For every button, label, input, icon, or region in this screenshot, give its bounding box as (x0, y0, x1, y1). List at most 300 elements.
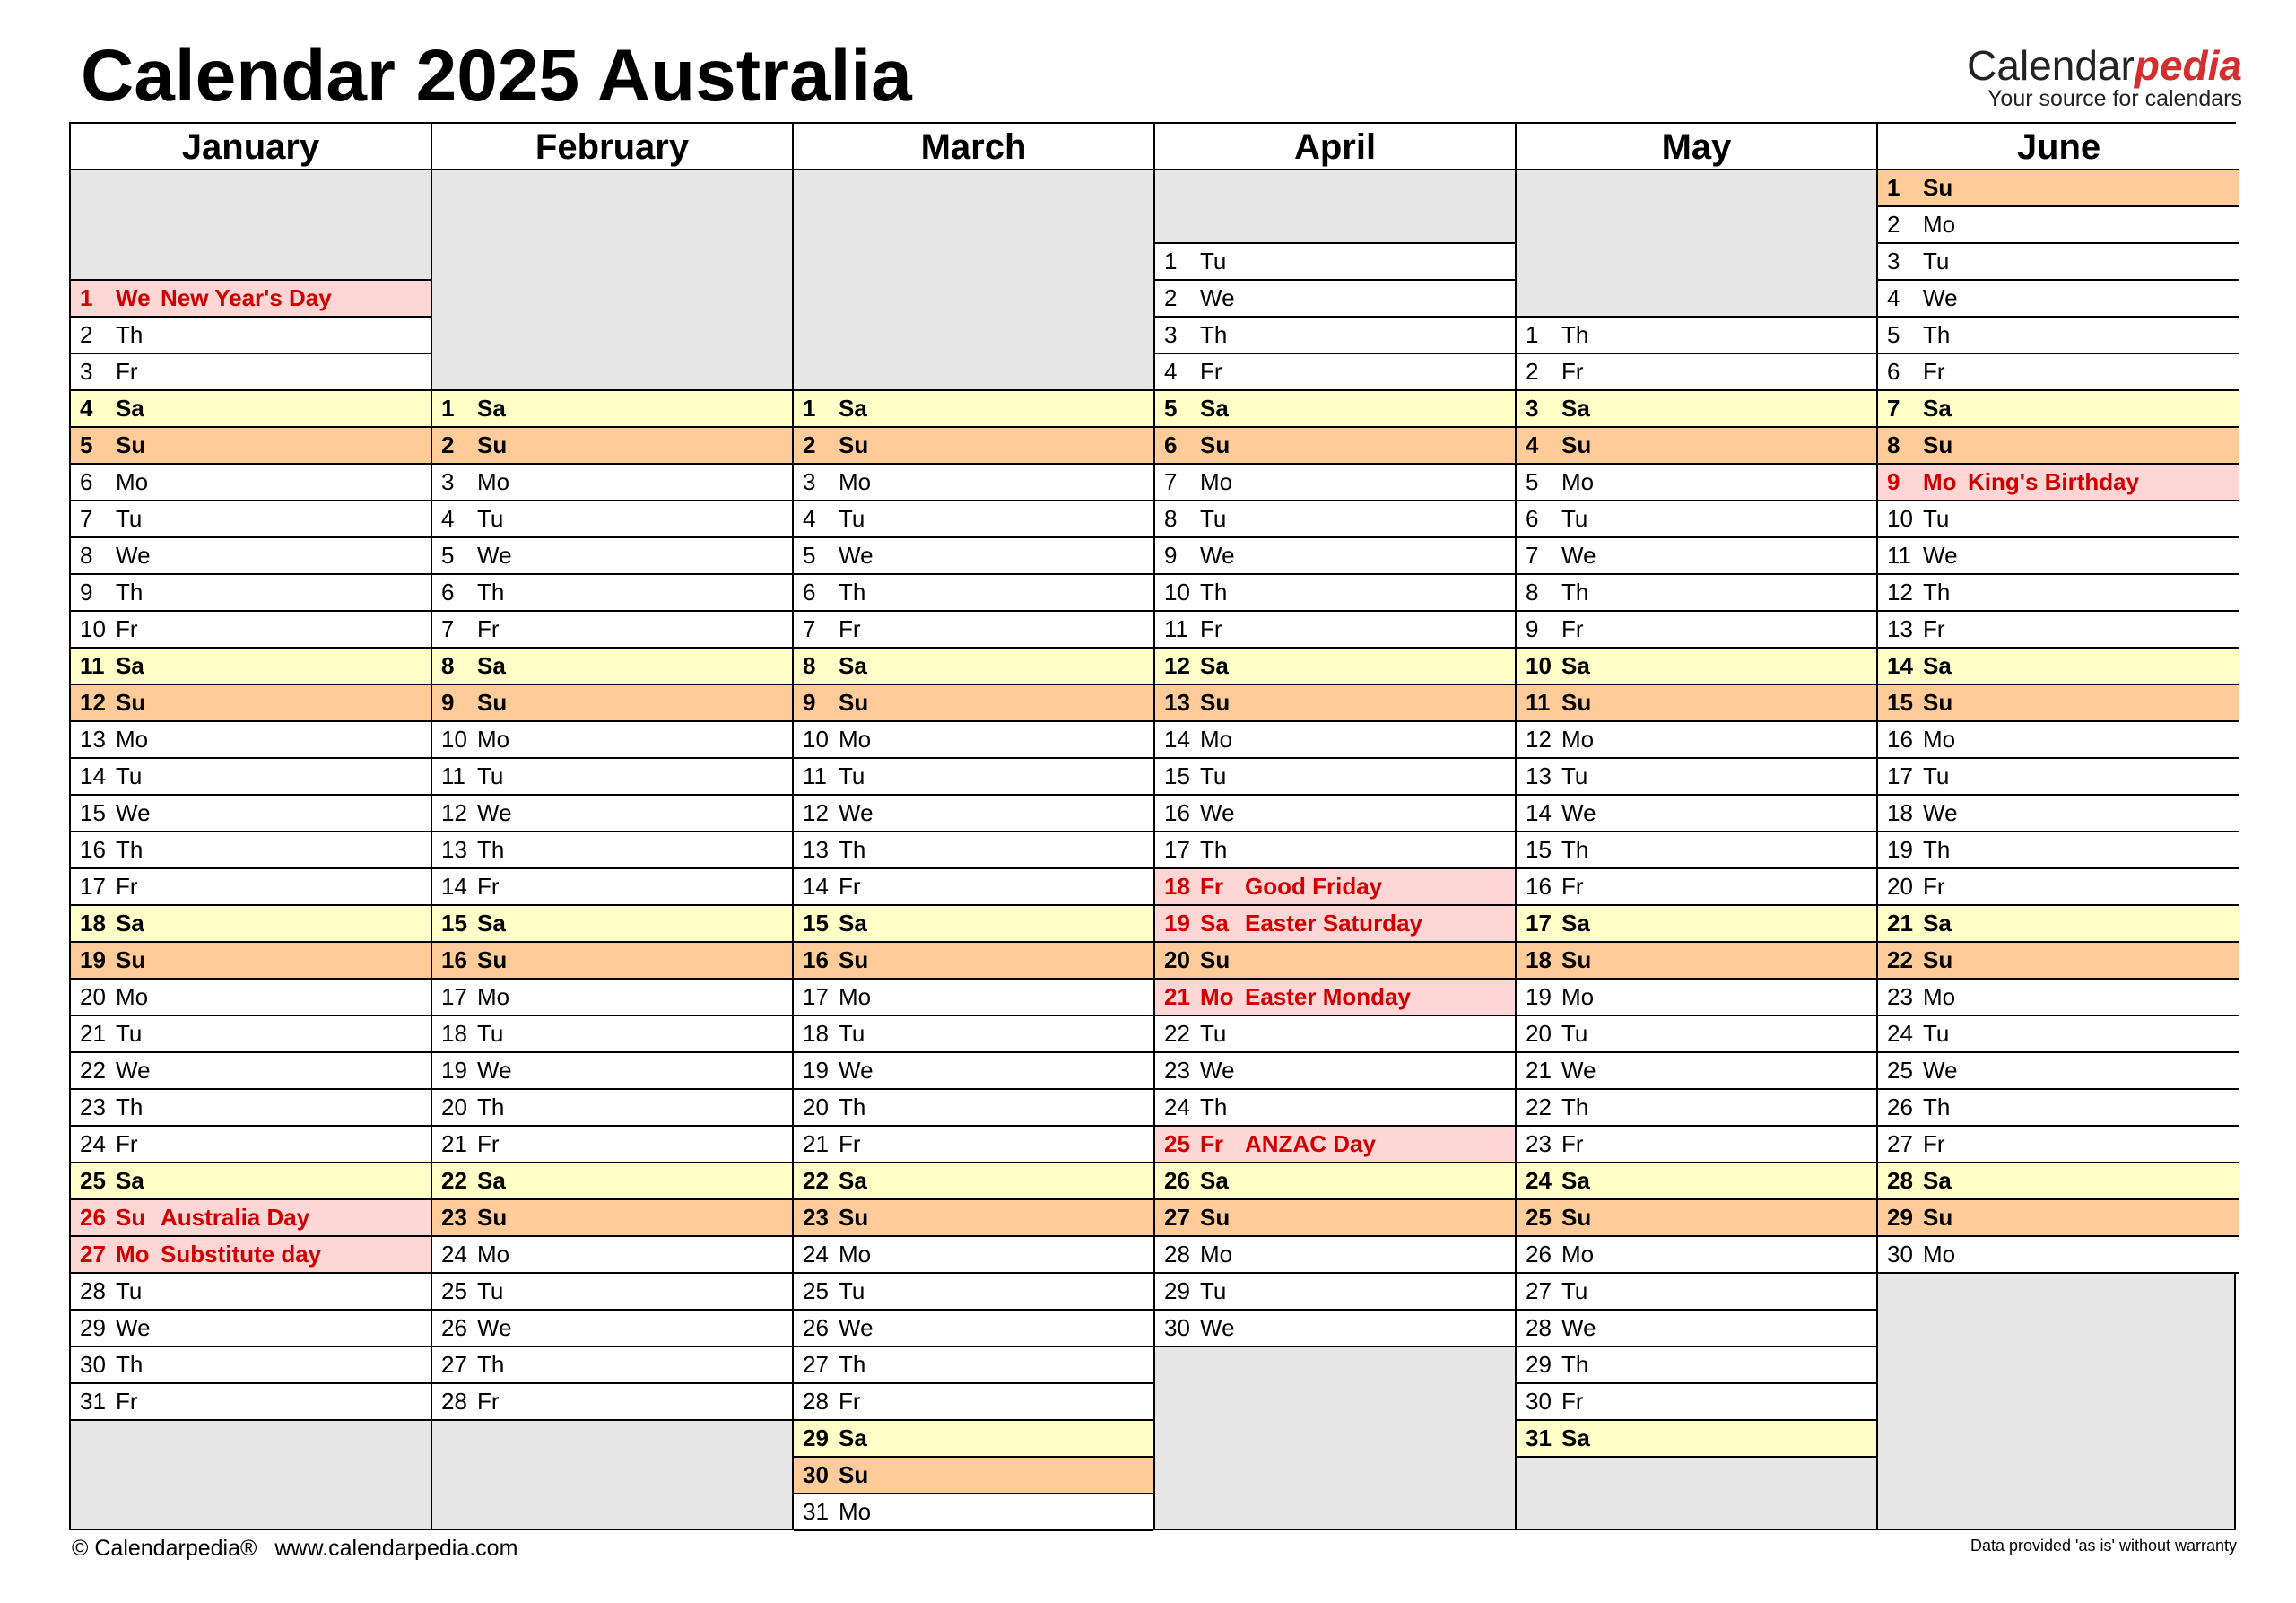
day-number: 10 (441, 726, 467, 753)
day-number: 14 (1164, 726, 1190, 753)
day-number: 11 (1164, 615, 1188, 642)
day-number: 31 (1526, 1424, 1552, 1451)
day-number: 14 (803, 873, 829, 900)
day-row (794, 1235, 1153, 1272)
weekday-label: Su (839, 689, 869, 716)
logo-main-text: Calendar (1967, 42, 2135, 89)
day-number: 1 (1526, 321, 1539, 348)
day-number: 8 (803, 652, 816, 679)
day-row (432, 389, 792, 426)
weekday-label: Fr (116, 358, 138, 385)
day-row (71, 463, 430, 500)
day-row (1155, 647, 1515, 684)
weekday-label: Th (1200, 1093, 1228, 1120)
day-row (432, 1309, 792, 1346)
weekday-label: Mo (1200, 726, 1233, 753)
day-row (432, 426, 792, 463)
day-row (1517, 1051, 1876, 1088)
holiday-name: Good Friday (1245, 873, 1383, 900)
day-number: 9 (1164, 542, 1178, 569)
day-number: 5 (1164, 395, 1178, 422)
weekday-label: Tu (1923, 505, 1950, 532)
day-number: 28 (803, 1388, 829, 1415)
day-row (1155, 794, 1515, 831)
day-number: 20 (80, 983, 106, 1010)
weekday-label: Th (1561, 579, 1589, 605)
weekday-label: Mo (1561, 983, 1595, 1010)
day-number: 21 (803, 1130, 829, 1157)
weekday-label: Th (477, 579, 505, 605)
weekday-label: Mo (1561, 468, 1595, 495)
day-row (1878, 536, 2239, 573)
day-row (1517, 1382, 1876, 1419)
day-number: 18 (1526, 946, 1552, 973)
holiday-row (1155, 904, 1515, 941)
weekday-label: Fr (1561, 873, 1584, 900)
weekday-label: Th (116, 1093, 144, 1120)
weekday-label: Fr (1200, 358, 1222, 385)
weekday-label: Mo (1923, 726, 1956, 753)
weekday-label: We (477, 1057, 512, 1084)
weekday-label: Sa (1561, 910, 1590, 937)
day-number: 23 (1164, 1057, 1190, 1084)
day-row (1517, 757, 1876, 794)
day-number: 19 (441, 1057, 467, 1084)
weekday-label: Su (116, 946, 146, 973)
day-row (1517, 1309, 1876, 1346)
weekday-label: Su (477, 946, 508, 973)
day-row (1878, 941, 2239, 978)
day-row (794, 1456, 1153, 1493)
holiday-name: Easter Monday (1245, 983, 1411, 1010)
weekday-label: Su (1561, 1204, 1592, 1231)
weekday-label: Sa (1923, 910, 1952, 937)
weekday-label: Mo (1561, 1241, 1595, 1268)
weekday-label: Th (1200, 836, 1228, 863)
month-column-january (71, 124, 432, 1529)
day-number: 19 (1164, 910, 1190, 937)
day-row (1155, 941, 1515, 978)
day-number: 22 (1887, 946, 1913, 973)
weekday-label: Tu (1200, 762, 1227, 789)
weekday-label: Su (1200, 1204, 1231, 1231)
day-number: 2 (803, 431, 816, 458)
day-number: 24 (1526, 1167, 1552, 1194)
day-number: 26 (1526, 1241, 1552, 1268)
weekday-label: We (1200, 542, 1235, 569)
day-row (794, 1198, 1153, 1235)
day-number: 15 (803, 910, 829, 937)
day-number: 26 (441, 1314, 467, 1341)
day-number: 22 (80, 1057, 106, 1084)
day-number: 11 (80, 652, 105, 679)
day-number: 12 (1164, 652, 1190, 679)
day-number: 20 (1164, 946, 1190, 973)
weekday-label: Fr (839, 873, 861, 900)
day-row (1878, 978, 2239, 1015)
day-number: 25 (1887, 1057, 1913, 1084)
weekday-label: Mo (1923, 983, 1956, 1010)
day-row (794, 1419, 1153, 1456)
weekday-label: Su (1561, 946, 1592, 973)
day-number: 2 (1164, 284, 1178, 311)
day-row (71, 536, 430, 573)
weekday-label: Mo (116, 983, 149, 1010)
day-number: 13 (441, 836, 467, 863)
day-row (432, 1346, 792, 1382)
day-row (432, 1198, 792, 1235)
day-row (1878, 794, 2239, 831)
day-number: 29 (80, 1314, 106, 1341)
day-number: 2 (1887, 211, 1900, 238)
weekday-label: Su (1923, 689, 1953, 716)
weekday-label: Su (477, 689, 508, 716)
day-row (1155, 1198, 1515, 1235)
weekday-label: Su (1200, 946, 1231, 973)
weekday-label: Su (1561, 689, 1592, 716)
weekday-label: Sa (839, 652, 867, 679)
day-number: 15 (441, 910, 467, 937)
day-row (1517, 684, 1876, 720)
weekday-label: Tu (1923, 248, 1950, 274)
day-number: 14 (441, 873, 467, 900)
day-row (71, 647, 430, 684)
weekday-label: Mo (116, 726, 149, 753)
day-number: 6 (1526, 505, 1539, 532)
day-number: 25 (803, 1277, 829, 1304)
day-number: 30 (803, 1461, 829, 1488)
day-row (432, 1235, 792, 1272)
day-row (1155, 536, 1515, 573)
weekday-label: Su (1923, 1204, 1953, 1231)
weekday-label: Fr (1923, 873, 1945, 900)
day-number: 22 (441, 1167, 467, 1194)
weekday-label: Fr (116, 873, 138, 900)
day-number: 2 (441, 431, 455, 458)
day-row (432, 647, 792, 684)
day-row (432, 463, 792, 500)
weekday-label: Tu (116, 762, 143, 789)
weekday-label: Mo (1200, 983, 1234, 1010)
day-number: 9 (1887, 468, 1900, 495)
weekday-label: We (839, 1314, 874, 1341)
day-row (1517, 794, 1876, 831)
weekday-label: Tu (116, 1020, 143, 1047)
weekday-label: Fr (1923, 1130, 1945, 1157)
calendarpedia-logo[interactable] (1967, 42, 2242, 111)
day-row (71, 978, 430, 1015)
day-row (794, 426, 1153, 463)
day-number: 17 (441, 983, 467, 1010)
holiday-name: New Year's Day (161, 284, 332, 311)
day-row (432, 573, 792, 610)
weekday-label: Sa (839, 910, 867, 937)
weekday-label: Sa (1561, 395, 1590, 422)
weekday-label: Tu (1561, 1277, 1588, 1304)
month-column-march (794, 124, 1155, 1529)
weekday-label: Mo (1923, 468, 1957, 495)
day-number: 23 (80, 1093, 106, 1120)
day-row (1155, 720, 1515, 757)
month-header: April (1155, 124, 1515, 170)
weekday-label: Su (116, 1204, 146, 1231)
day-number: 13 (1887, 615, 1913, 642)
weekday-label: Fr (1200, 873, 1223, 900)
weekday-label: We (1923, 799, 1958, 826)
weekday-label: Sa (1200, 395, 1229, 422)
weekday-label: Tu (839, 762, 865, 789)
day-number: 10 (1526, 652, 1552, 679)
day-number: 6 (1887, 358, 1900, 385)
day-number: 11 (441, 762, 465, 789)
day-row (432, 978, 792, 1015)
day-row (1878, 316, 2239, 353)
day-row (794, 500, 1153, 536)
day-number: 5 (1887, 321, 1900, 348)
weekday-label: We (116, 542, 151, 569)
day-row (1517, 720, 1876, 757)
day-number: 23 (1526, 1130, 1552, 1157)
day-row (71, 720, 430, 757)
weekday-label: Tu (1923, 1020, 1950, 1047)
day-row (1878, 1015, 2239, 1051)
weekday-label: Sa (1923, 652, 1952, 679)
day-number: 13 (1526, 762, 1552, 789)
day-row (432, 1015, 792, 1051)
day-row (432, 757, 792, 794)
weekday-label: Tu (1200, 1277, 1227, 1304)
day-row (1155, 426, 1515, 463)
holiday-name: Easter Saturday (1245, 910, 1422, 937)
weekday-label: Tu (1200, 505, 1227, 532)
day-number: 18 (803, 1020, 829, 1047)
weekday-label: Mo (477, 726, 510, 753)
day-row (1517, 1198, 1876, 1235)
day-number: 27 (803, 1351, 829, 1378)
day-row (71, 1309, 430, 1346)
day-row (794, 573, 1153, 610)
day-number: 12 (441, 799, 467, 826)
weekday-label: Tu (839, 1277, 865, 1304)
day-number: 21 (1164, 983, 1190, 1010)
day-row (794, 1162, 1153, 1198)
day-row (432, 831, 792, 867)
day-number: 3 (1526, 395, 1539, 422)
weekday-label: Tu (477, 762, 504, 789)
weekday-label: Su (116, 689, 146, 716)
day-row (71, 1162, 430, 1198)
day-row (432, 1125, 792, 1162)
weekday-label: Sa (1561, 652, 1590, 679)
day-number: 30 (1526, 1388, 1552, 1415)
month-column-april (1155, 124, 1517, 1529)
day-number: 2 (80, 321, 93, 348)
day-row (1878, 169, 2239, 205)
day-number: 29 (803, 1424, 829, 1451)
weekday-label: Tu (477, 1277, 504, 1304)
day-number: 1 (1164, 248, 1178, 274)
day-row (794, 1382, 1153, 1419)
weekday-label: We (1923, 542, 1958, 569)
day-row (794, 1309, 1153, 1346)
day-number: 20 (1887, 873, 1913, 900)
day-row (1155, 573, 1515, 610)
day-row (1517, 573, 1876, 610)
day-number: 9 (1526, 615, 1539, 642)
weekday-label: Mo (1561, 726, 1595, 753)
day-number: 28 (1526, 1314, 1552, 1341)
day-row (1878, 1088, 2239, 1125)
weekday-label: We (116, 1314, 151, 1341)
day-number: 3 (803, 468, 816, 495)
day-row (1155, 1235, 1515, 1272)
day-row (1155, 1015, 1515, 1051)
day-number: 13 (1164, 689, 1190, 716)
day-row (794, 647, 1153, 684)
day-number: 3 (1887, 248, 1900, 274)
day-number: 7 (80, 505, 93, 532)
day-row (1878, 1235, 2239, 1274)
day-number: 1 (1887, 174, 1900, 201)
weekday-label: Th (1561, 1093, 1589, 1120)
holiday-row (1155, 867, 1515, 904)
weekday-label: We (1923, 1057, 1958, 1084)
weekday-label: Fr (477, 873, 500, 900)
day-row (794, 867, 1153, 904)
weekday-label: Sa (1200, 910, 1229, 937)
weekday-label: Su (1200, 689, 1231, 716)
day-row (432, 500, 792, 536)
day-number: 30 (1887, 1241, 1913, 1268)
weekday-label: We (477, 799, 512, 826)
weekday-label: Sa (839, 1424, 867, 1451)
weekday-label: Th (477, 1093, 505, 1120)
day-row (794, 831, 1153, 867)
weekday-label: Sa (1923, 395, 1952, 422)
day-number: 24 (1164, 1093, 1190, 1120)
holiday-row (1155, 1125, 1515, 1162)
day-number: 6 (803, 579, 816, 605)
weekday-label: Th (1561, 321, 1589, 348)
day-row (71, 1088, 430, 1125)
weekday-label: Su (1561, 431, 1592, 458)
day-row (1878, 279, 2239, 316)
day-row (71, 1125, 430, 1162)
weekday-label: Fr (1561, 615, 1584, 642)
weekday-label: Th (1923, 836, 1951, 863)
day-number: 29 (1526, 1351, 1552, 1378)
day-number: 6 (80, 468, 93, 495)
day-row (71, 794, 430, 831)
day-number: 18 (80, 910, 106, 937)
day-number: 15 (1526, 836, 1552, 863)
weekday-label: We (1561, 799, 1596, 826)
day-number: 9 (80, 579, 93, 605)
day-row (1878, 389, 2239, 426)
weekday-label: We (1561, 1314, 1596, 1341)
day-number: 21 (441, 1130, 467, 1157)
day-row (71, 573, 430, 610)
month-column-june (1878, 124, 2239, 1529)
weekday-label: Sa (1561, 1424, 1590, 1451)
day-number: 23 (441, 1204, 467, 1231)
day-row (794, 794, 1153, 831)
day-number: 3 (441, 468, 455, 495)
weekday-label: Tu (1923, 762, 1950, 789)
day-number: 13 (803, 836, 829, 863)
day-number: 25 (1164, 1130, 1190, 1157)
weekday-label: Mo (477, 468, 510, 495)
weekday-label: Fr (116, 1130, 138, 1157)
day-number: 31 (80, 1388, 106, 1415)
day-number: 24 (80, 1130, 106, 1157)
day-row (1155, 279, 1515, 316)
day-row (71, 426, 430, 463)
day-number: 12 (1526, 726, 1552, 753)
day-number: 1 (803, 395, 816, 422)
weekday-label: We (477, 1314, 512, 1341)
day-number: 17 (803, 983, 829, 1010)
day-row (794, 1272, 1153, 1309)
day-number: 28 (80, 1277, 106, 1304)
weekday-label: Su (477, 431, 508, 458)
day-number: 12 (80, 689, 106, 716)
day-row (794, 536, 1153, 573)
weekday-label: Th (1923, 321, 1951, 348)
day-row (432, 610, 792, 647)
weekday-label: Sa (116, 1167, 144, 1194)
day-row (1878, 500, 2239, 536)
day-number: 20 (803, 1093, 829, 1120)
weekday-label: Tu (116, 505, 143, 532)
day-number: 6 (441, 579, 455, 605)
footer-url-link[interactable]: www.calendarpedia.com (274, 1536, 518, 1561)
weekday-label: Sa (839, 1167, 867, 1194)
day-row (1878, 205, 2239, 242)
day-number: 7 (1164, 468, 1178, 495)
month-header: March (794, 124, 1153, 170)
day-number: 5 (803, 542, 816, 569)
weekday-label: Tu (1200, 248, 1227, 274)
day-number: 24 (1887, 1020, 1913, 1047)
weekday-label: We (839, 799, 874, 826)
weekday-label: Mo (1923, 1241, 1956, 1268)
day-row (1878, 353, 2239, 389)
day-row (1517, 389, 1876, 426)
holiday-name: King's Birthday (1968, 468, 2140, 495)
day-number: 3 (80, 358, 93, 385)
day-row (1878, 1051, 2239, 1088)
day-row (1155, 1051, 1515, 1088)
weekday-label: Th (116, 1351, 144, 1378)
day-row (1155, 1272, 1515, 1309)
weekday-label: Tu (1561, 505, 1588, 532)
day-row (71, 1272, 430, 1309)
weekday-label: Mo (1923, 211, 1956, 238)
weekday-label: Mo (839, 1498, 872, 1525)
day-row (1517, 353, 1876, 389)
weekday-label: Tu (477, 505, 504, 532)
logo-accent-text: pedia (2134, 42, 2242, 89)
weekday-label: Fr (1923, 358, 1945, 385)
weekday-label: Fr (477, 615, 500, 642)
day-number: 27 (441, 1351, 467, 1378)
day-row (794, 1125, 1153, 1162)
day-number: 7 (1526, 542, 1539, 569)
day-row (794, 757, 1153, 794)
footer-credits (72, 1536, 517, 1562)
weekday-label: We (116, 1057, 151, 1084)
